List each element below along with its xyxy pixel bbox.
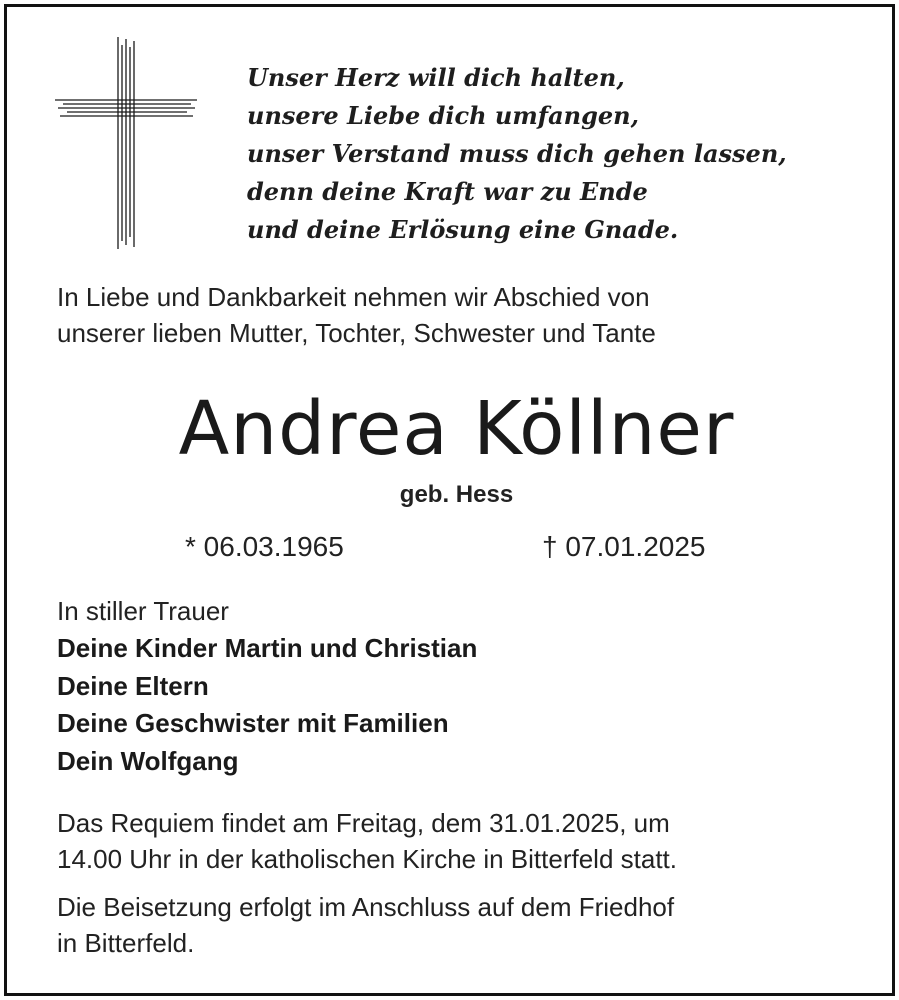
burial-notice: [57, 889, 674, 961]
burial-notice-line: in Bitterfeld.: [57, 928, 195, 958]
mourners-block: [57, 593, 477, 780]
deceased-name: Andrea Köllner: [178, 386, 735, 472]
latin-cross-icon: [55, 37, 197, 249]
poem-line: und deine Erlösung eine Gnade.: [247, 215, 679, 244]
mourner-name: Dein Wolfgang: [57, 745, 239, 776]
poem: [247, 59, 787, 249]
farewell-intro-line: In Liebe und Dankbarkeit nehmen wir Abschied von: [57, 282, 650, 312]
mourner-name: Deine Kinder Martin und Christian: [57, 633, 478, 663]
mourner-name: Deine Geschwister mit Familien: [57, 708, 449, 738]
birth-date: * 06.03.1965: [185, 531, 344, 562]
burial-notice-line: Die Beisetzung erfolgt im Anschluss auf dem Friedhof: [57, 892, 675, 922]
mourner-list: [57, 630, 477, 780]
poem-line: denn deine Kraft war zu Ende: [247, 177, 648, 206]
death-date: † 07.01.2025: [542, 531, 706, 562]
poem-line: unsere Liebe dich umfangen,: [247, 101, 639, 130]
mourners-intro: In stiller Trauer: [57, 596, 229, 626]
poem-line: Unser Herz will dich halten,: [247, 63, 625, 92]
requiem-notice: [57, 805, 677, 877]
requiem-notice-line: 14.00 Uhr in der katholischen Kirche in Bitterfeld statt.: [57, 844, 677, 874]
farewell-intro-line: unserer lieben Mutter, Tochter, Schwester und Tante: [57, 318, 656, 348]
farewell-intro: [57, 279, 656, 351]
poem-line: unser Verstand muss dich gehen lassen,: [247, 139, 787, 168]
obituary-frame: [4, 4, 895, 996]
requiem-notice-line: Das Requiem findet am Freitag, dem 31.01.2025, um: [57, 808, 670, 838]
mourner-name: Deine Eltern: [57, 670, 209, 701]
maiden-name: geb. Hess: [399, 481, 514, 508]
